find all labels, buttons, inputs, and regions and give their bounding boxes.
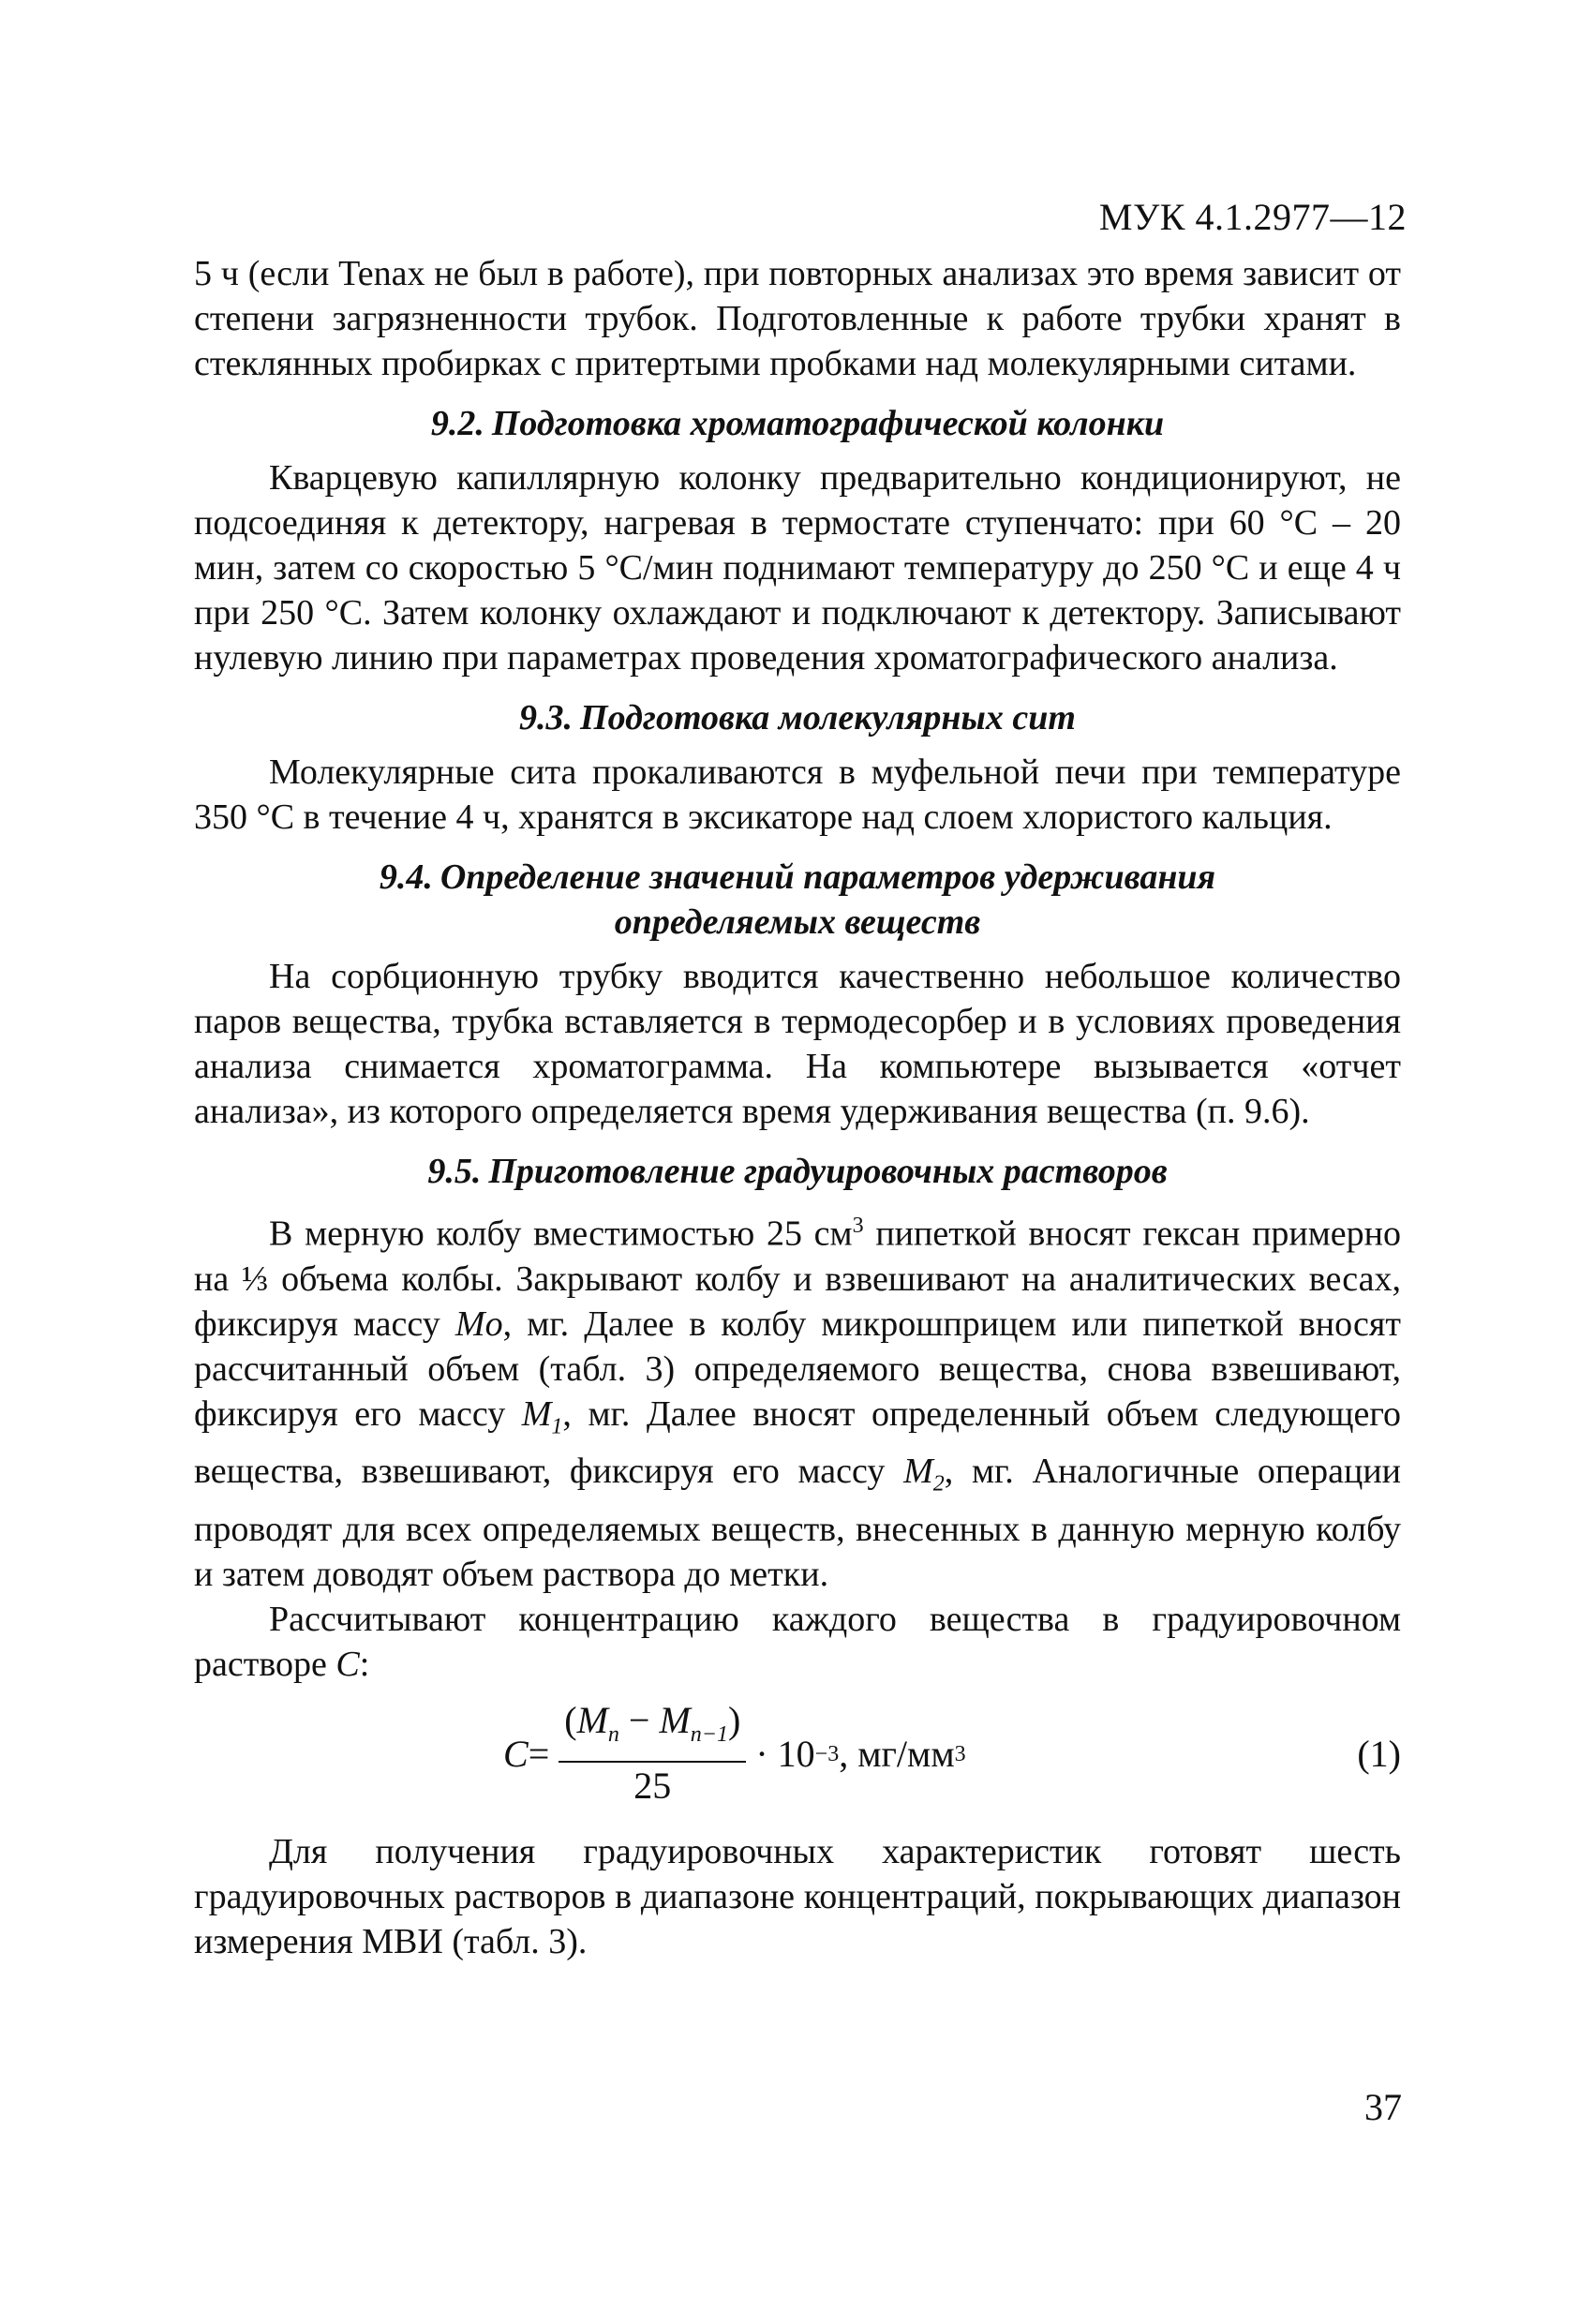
- document-body: [194, 251, 1401, 1964]
- variable-m2: $M_2$: [903, 1452, 945, 1497]
- formula-numerator: $(M_n - M_{n-1})$: [559, 1698, 746, 1763]
- formula-fraction: [559, 1698, 746, 1810]
- document-code-header: МУК 4.1.2977—12: [1098, 196, 1407, 238]
- section-title: Приготовление градуировочных растворов: [488, 1152, 1168, 1191]
- section-title: Подготовка хроматографической колонки: [491, 404, 1165, 443]
- section-title: Подготовка молекулярных сит: [580, 698, 1076, 737]
- page-number: 37: [1364, 2086, 1402, 2128]
- section-9-4-text: На сорбционную трубку вводится качественно небольшое количество паров вещества, трубка вставляется в термодесорбер и в условиях проведения анализа снимается хроматограмма. На компьютере вызывается «отчет анализа», из которого определяется время удерживания вещества (п. 9.6).: [194, 957, 1401, 1131]
- section-heading-9-5: [194, 1149, 1401, 1194]
- section-9-2-text: Кварцевую капиллярную колонку предварительно кондиционируют, не подсоединяя к детектору, нагревая в термостате ступенчато: при 60 °С – 20 мин, затем со скоростью 5 °С/мин поднимают температуру до 250 °С и еще 4 ч при 250 °С. Затем колонку охлаждают и подключают к детектору. Записывают нулевую линию при параметрах проведения хроматографического анализа.: [194, 458, 1401, 678]
- intro-paragraph: 5 ч (если Tenax не был в работе), при повторных анализах это время зависит от степени загрязненности трубок. Подготовленные к работе трубки хранят в стеклянных пробирках с притертыми пробками над молекулярными ситами.: [194, 254, 1401, 383]
- equation-number: (1): [1357, 1732, 1401, 1775]
- variable-m1: $M_1$: [521, 1393, 563, 1439]
- formula-lhs: C: [503, 1732, 529, 1775]
- section-title-line2: определяемых веществ: [614, 902, 981, 942]
- section-9-5-text: В мерную колбу вместимостью 25 $см^3$ пипеткой вносят гексан примерно на ⅓ объема колбы. Закрывают колбу и взвешивают на аналитических весах, фиксируя массу Mo, мг. Далее в колбу микрошприцем или пипеткой вносят рассчитанный объем (табл. 3) определяемого вещества, снова взвешивают, фиксируя его массу $M_1$, мг. Далее вносят определенный объем следующего вещества, взвешивают, фиксируя его массу $M_2$, мг. Аналогичные операции проводят для всех определяемых веществ, внесенных в данную мерную колбу и затем доводят объем раствора до метки.: [194, 1214, 1402, 1594]
- section-number: 9.4.: [379, 857, 433, 897]
- formula-expression: C = $\frac{(M_n - M_{n-1})}{25}$ · 10 −3 , мг/мм 3: [503, 1694, 966, 1814]
- section-heading-9-3: [194, 695, 1401, 740]
- calc-paragraph: Рассчитывают концентрацию каждого вещества в градуировочном растворе C:: [194, 1599, 1401, 1684]
- section-number: 9.5.: [427, 1152, 482, 1191]
- section-number: 9.3.: [519, 698, 574, 737]
- final-paragraph: Для получения градуировочных характеристик готовят шесть градуировочных растворов в диапазоне концентраций, покрывающих диапазон измерения МВИ (табл. 3).: [194, 1831, 1401, 1961]
- section-heading-9-4: [194, 855, 1401, 945]
- formula-denominator: 25: [633, 1765, 672, 1808]
- section-9-3-text: Молекулярные сита прокаливаются в муфельной печи при температуре 350 °С в течение 4 ч, хранятся в эксикаторе над слоем хлористого кальция.: [194, 752, 1401, 837]
- variable-m0: Mo: [454, 1304, 503, 1344]
- section-number: 9.2.: [430, 404, 484, 443]
- section-heading-9-2: [194, 401, 1401, 446]
- section-title-line1: Определение значений параметров удерживания: [439, 857, 1216, 897]
- formula-1: [194, 1694, 1401, 1814]
